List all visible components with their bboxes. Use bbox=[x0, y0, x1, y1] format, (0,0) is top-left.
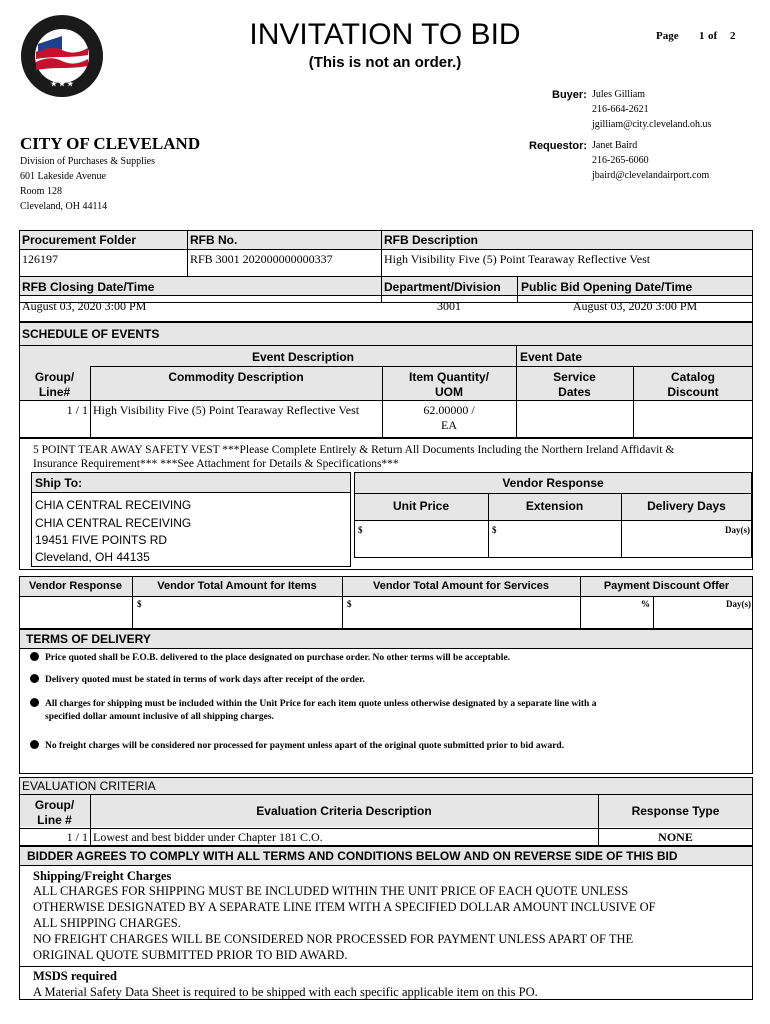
buyer-label: Buyer: bbox=[552, 89, 587, 101]
vendor-total-items-label: Vendor Total Amount for Items bbox=[157, 580, 317, 592]
vendor-total-services-label: Vendor Total Amount for Services bbox=[372, 580, 550, 592]
service-dates-label-2: Dates bbox=[558, 385, 591, 399]
buyer-phone: 216-664-2621 bbox=[592, 104, 649, 115]
msds-title: MSDS required bbox=[33, 969, 117, 983]
payment-discount-label: Payment Discount Offer bbox=[603, 580, 730, 592]
terms-title: TERMS OF DELIVERY bbox=[26, 632, 151, 646]
rfb-description-value: High Visibility Five (5) Point Tearaway Reflective Vest bbox=[384, 252, 651, 266]
total-services-input[interactable] bbox=[355, 598, 578, 627]
extension-dollar: $ bbox=[492, 525, 497, 535]
item-note-line2: Insurance Requirement*** ***See Attachment for Details & Specifications*** bbox=[33, 458, 399, 470]
line-uom-value: EA bbox=[441, 418, 457, 432]
buyer-name: Jules Gilliam bbox=[592, 89, 646, 100]
terms-item-1: Price quoted shall be F.O.B. delivered to the place designated on purchase order. No other terms will be acceptable. bbox=[30, 652, 510, 663]
vendor-response-total-label: Vendor Response bbox=[29, 580, 122, 592]
requestor-email[interactable]: jbaird@clevelandairport.com bbox=[592, 170, 710, 181]
eval-response-type-label: Response Type bbox=[631, 804, 720, 818]
line-description-value: High Visibility Five (5) Point Tearaway Reflective Vest bbox=[93, 403, 360, 417]
shipping-line-1: ALL CHARGES FOR SHIPPING MUST BE INCLUDED WITHIN THE UNIT PRICE OF EACH QUOTE UNLESS bbox=[33, 884, 629, 898]
opening-date-label: Public Bid Opening Date/Time bbox=[521, 280, 693, 294]
ship-to-line3: 19451 FIVE POINTS RD bbox=[35, 533, 168, 547]
page-total: 2 bbox=[730, 30, 736, 42]
shipping-line-2: OTHERWISE DESIGNATED BY A SEPARATE LINE ITEM WITH A SPECIFIED DOLLAR AMOUNT INCLUSIVE OF bbox=[33, 900, 656, 914]
discount-percent-input[interactable] bbox=[582, 598, 638, 627]
requestor-label: Requestor: bbox=[529, 140, 588, 152]
commodity-description-label: Commodity Description bbox=[168, 370, 304, 384]
shipping-title: Shipping/Freight Charges bbox=[33, 869, 172, 883]
rfb-no-value: RFB 3001 202000000000337 bbox=[190, 252, 333, 266]
eval-row-description: Lowest and best bidder under Chapter 181 C.O. bbox=[93, 830, 323, 844]
total-items-dollar: $ bbox=[137, 599, 142, 609]
discount-percent: % bbox=[641, 599, 650, 609]
bullet-icon bbox=[30, 740, 39, 749]
bullet-icon bbox=[30, 674, 39, 683]
ship-to-line1: CHIA CENTRAL RECEIVING bbox=[35, 498, 192, 512]
bullet-icon bbox=[30, 698, 39, 707]
rfb-no-label: RFB No. bbox=[190, 233, 238, 247]
catalog-discount-label-2: Discount bbox=[667, 385, 719, 399]
document-title: INVITATION TO BID bbox=[249, 18, 521, 51]
msds-line: A Material Safety Data Sheet is required to be shipped with each specific applicable item on this PO. bbox=[33, 985, 538, 999]
shipping-line-5: ORIGINAL QUOTE SUBMITTED PRIOR TO BID AWARD. bbox=[33, 948, 348, 962]
shipping-line-3: ALL SHIPPING CHARGES. bbox=[33, 916, 181, 930]
unit-price-input[interactable] bbox=[366, 522, 484, 556]
vendor-response-input[interactable] bbox=[21, 598, 130, 627]
item-quantity-label-1: Item Quantity/ bbox=[408, 370, 489, 384]
closing-date-value: August 03, 2020 3:00 PM bbox=[22, 299, 147, 313]
unit-price-dollar: $ bbox=[358, 525, 363, 535]
shipping-line-4: NO FREIGHT CHARGES WILL BE CONSIDERED NOR PROCESSED FOR PAYMENT UNLESS APART OF THE bbox=[33, 932, 634, 946]
page-label: Page bbox=[656, 30, 679, 42]
org-line2: 601 Lakeside Avenue bbox=[20, 171, 106, 182]
rfb-description-label: RFB Description bbox=[384, 233, 479, 247]
discount-days-unit: Day(s) bbox=[726, 599, 751, 609]
extension-input[interactable] bbox=[500, 522, 618, 556]
terms-item-3-cont: specified dollar amount inclusive of all shipping charges. bbox=[45, 712, 274, 722]
ship-to-label: Ship To: bbox=[35, 476, 83, 490]
eval-row-group: 1 / 1 bbox=[66, 830, 88, 844]
org-line1: Division of Purchases & Supplies bbox=[20, 156, 155, 167]
delivery-days-label: Delivery Days bbox=[647, 499, 726, 513]
total-items-input[interactable] bbox=[145, 598, 340, 627]
extension-label: Extension bbox=[525, 499, 584, 513]
ship-to-line4: Cleveland, OH 44135 bbox=[35, 550, 150, 564]
svg-text:★ ★ ★: ★ ★ ★ bbox=[50, 81, 74, 88]
ship-to-line2: CHIA CENTRAL RECEIVING bbox=[35, 516, 192, 530]
procurement-folder-value: 126197 bbox=[22, 252, 58, 266]
agreement-banner: BIDDER AGREES TO COMPLY WITH ALL TERMS AND CONDITIONS BELOW AND ON REVERSE SIDE OF THIS BID bbox=[27, 849, 678, 863]
org-line4: Cleveland, OH 44114 bbox=[20, 201, 108, 212]
item-quantity-label-2: UOM bbox=[435, 385, 463, 399]
page-current: 1 bbox=[699, 30, 705, 42]
group-line-label-2: Line# bbox=[38, 385, 71, 399]
terms-item-2: Delivery quoted must be stated in terms of work days after receipt of the order. bbox=[30, 674, 365, 685]
eval-description-label: Evaluation Criteria Description bbox=[256, 804, 432, 818]
page-of: of bbox=[708, 30, 718, 42]
department-label: Department/Division bbox=[384, 280, 501, 294]
event-date-label: Event Date bbox=[520, 350, 583, 364]
vendor-response-title: Vendor Response bbox=[502, 476, 604, 490]
group-line-label-1: Group/ bbox=[34, 370, 75, 384]
catalog-discount-label-1: Catalog bbox=[670, 370, 715, 384]
department-value: 3001 bbox=[437, 299, 461, 313]
total-services-dollar: $ bbox=[347, 599, 352, 609]
unit-price-label: Unit Price bbox=[392, 499, 449, 513]
discount-days-input[interactable] bbox=[655, 598, 715, 627]
eval-group-label-1: Group/ bbox=[34, 798, 75, 812]
delivery-days-input[interactable] bbox=[624, 522, 714, 556]
service-dates-label-1: Service bbox=[553, 370, 596, 384]
line-group-value: 1 / 1 bbox=[66, 403, 88, 417]
terms-item-4: No freight charges will be considered nor processed for payment unless apart of the original quote submitted prior to bid award. bbox=[30, 740, 564, 751]
delivery-days-unit: Day(s) bbox=[725, 525, 750, 535]
eval-row-response: NONE bbox=[658, 830, 693, 844]
buyer-email[interactable]: jgilliam@city.cleveland.oh.us bbox=[592, 119, 712, 130]
requestor-name: Janet Baird bbox=[592, 140, 638, 151]
evaluation-title: EVALUATION CRITERIA bbox=[22, 779, 156, 793]
item-note-line1: 5 POINT TEAR AWAY SAFETY VEST ***Please Complete Entirely & Return All Documents Including the Northern Ireland Affidavit & bbox=[33, 444, 675, 456]
line-quantity-value: 62.00000 / bbox=[423, 403, 475, 417]
schedule-title: SCHEDULE OF EVENTS bbox=[22, 327, 160, 341]
event-description-label: Event Description bbox=[251, 350, 355, 364]
opening-date-value: August 03, 2020 3:00 PM bbox=[572, 299, 698, 313]
document-subtitle: (This is not an order.) bbox=[308, 54, 462, 71]
terms-item-3: All charges for shipping must be included within the Unit Price for each item quote unless otherwise designated by a separate line with a bbox=[30, 698, 596, 709]
org-name: CITY OF CLEVELAND bbox=[20, 134, 201, 153]
closing-date-label: RFB Closing Date/Time bbox=[22, 280, 155, 294]
bullet-icon bbox=[30, 652, 39, 661]
eval-group-label-2: Line # bbox=[37, 813, 72, 827]
procurement-folder-label: Procurement Folder bbox=[22, 233, 137, 247]
org-line3: Room 128 bbox=[20, 186, 62, 197]
requestor-phone: 216-265-6060 bbox=[592, 155, 649, 166]
